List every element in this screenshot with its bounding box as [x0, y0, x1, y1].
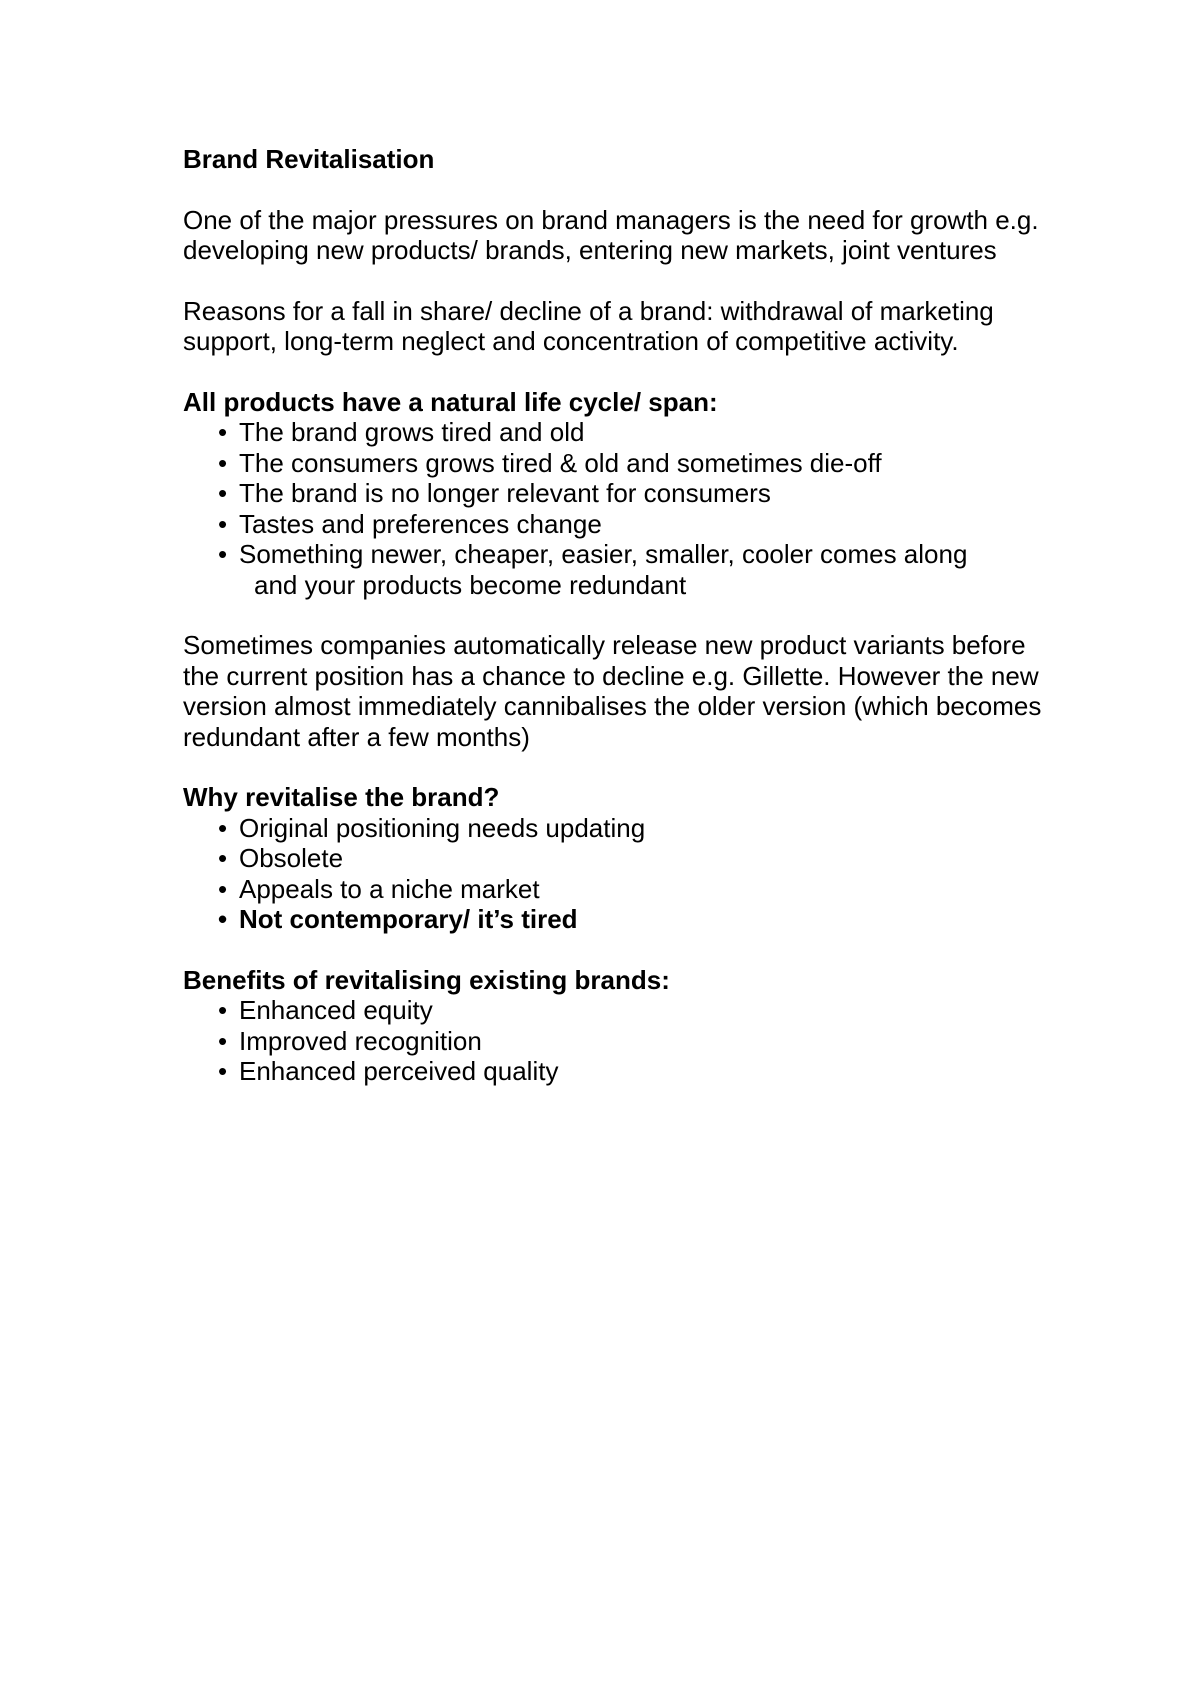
list-item — [183, 1026, 1063, 1057]
list-item-text: Obsolete — [239, 843, 344, 873]
bullet-icon: • — [218, 995, 228, 1025]
lifecycle-list — [183, 417, 1063, 600]
list-item-text: Enhanced perceived quality — [239, 1056, 559, 1086]
lifecycle-heading: All products have a natural life cycle/ span: — [183, 386, 718, 417]
bullet-icon: • — [218, 873, 228, 904]
list-item-text: Improved recognition — [239, 1025, 482, 1056]
bullet-icon: • — [218, 447, 228, 478]
bullet-icon: • — [218, 812, 228, 843]
list-item — [183, 1056, 1063, 1087]
list-item-text: Not contemporary/ it’s tired — [239, 904, 578, 934]
list-item — [183, 904, 1063, 935]
list-item — [183, 843, 1063, 874]
list-item — [183, 874, 1063, 905]
list-item-text: Original positioning needs updating — [239, 812, 646, 843]
benefits-heading: Benefits of revitalising existing brands: — [183, 964, 670, 995]
bullet-icon: • — [218, 478, 228, 508]
benefits-list — [183, 995, 1063, 1087]
list-item — [183, 478, 1063, 509]
list-item — [183, 417, 1063, 448]
document-title: Brand Revitalisation — [183, 144, 435, 174]
bullet-icon: • — [218, 539, 228, 569]
list-item-text: The brand grows tired and old — [239, 417, 585, 447]
why-heading: Why revitalise the brand? — [183, 782, 500, 812]
list-item-text: The consumers grows tired & old and sometimes die-off — [239, 447, 882, 478]
list-item — [183, 509, 1063, 540]
list-item-continuation: and your products become redundant — [254, 569, 687, 600]
list-item-text: Tastes and preferences change — [239, 508, 602, 539]
list-item-text: Enhanced equity — [239, 995, 433, 1025]
list-item — [183, 995, 1063, 1026]
bullet-icon: • — [218, 508, 228, 539]
bullet-icon: • — [218, 1025, 228, 1056]
list-item — [183, 813, 1063, 844]
list-item — [183, 539, 1063, 600]
list-item-text: Something newer, cheaper, easier, smaller, cooler comes along — [239, 539, 968, 569]
list-item-text: The brand is no longer relevant for consumers — [239, 478, 771, 508]
bullet-icon: • — [218, 417, 228, 447]
bullet-icon: • — [218, 904, 228, 934]
bullet-icon: • — [218, 1056, 228, 1086]
list-item-text: Appeals to a niche market — [239, 873, 540, 904]
document-body — [183, 144, 1063, 1117]
variants-paragraph: Sometimes companies automatically release new product variants before the current position has a chance to decline e.g. Gillette. However the new version almost immediately cannibalises the older version (which becomes redundant after a few months) — [183, 630, 1042, 752]
bullet-icon: • — [218, 843, 228, 873]
reasons-paragraph: Reasons for a fall in share/ decline of a brand: withdrawal of marketing support, long-term neglect and concentration of competitive activity. — [183, 295, 994, 356]
intro-paragraph: One of the major pressures on brand managers is the need for growth e.g. developing new products/ brands, entering new markets, joint ventures — [183, 204, 1039, 265]
list-item — [183, 448, 1063, 479]
why-list — [183, 813, 1063, 935]
